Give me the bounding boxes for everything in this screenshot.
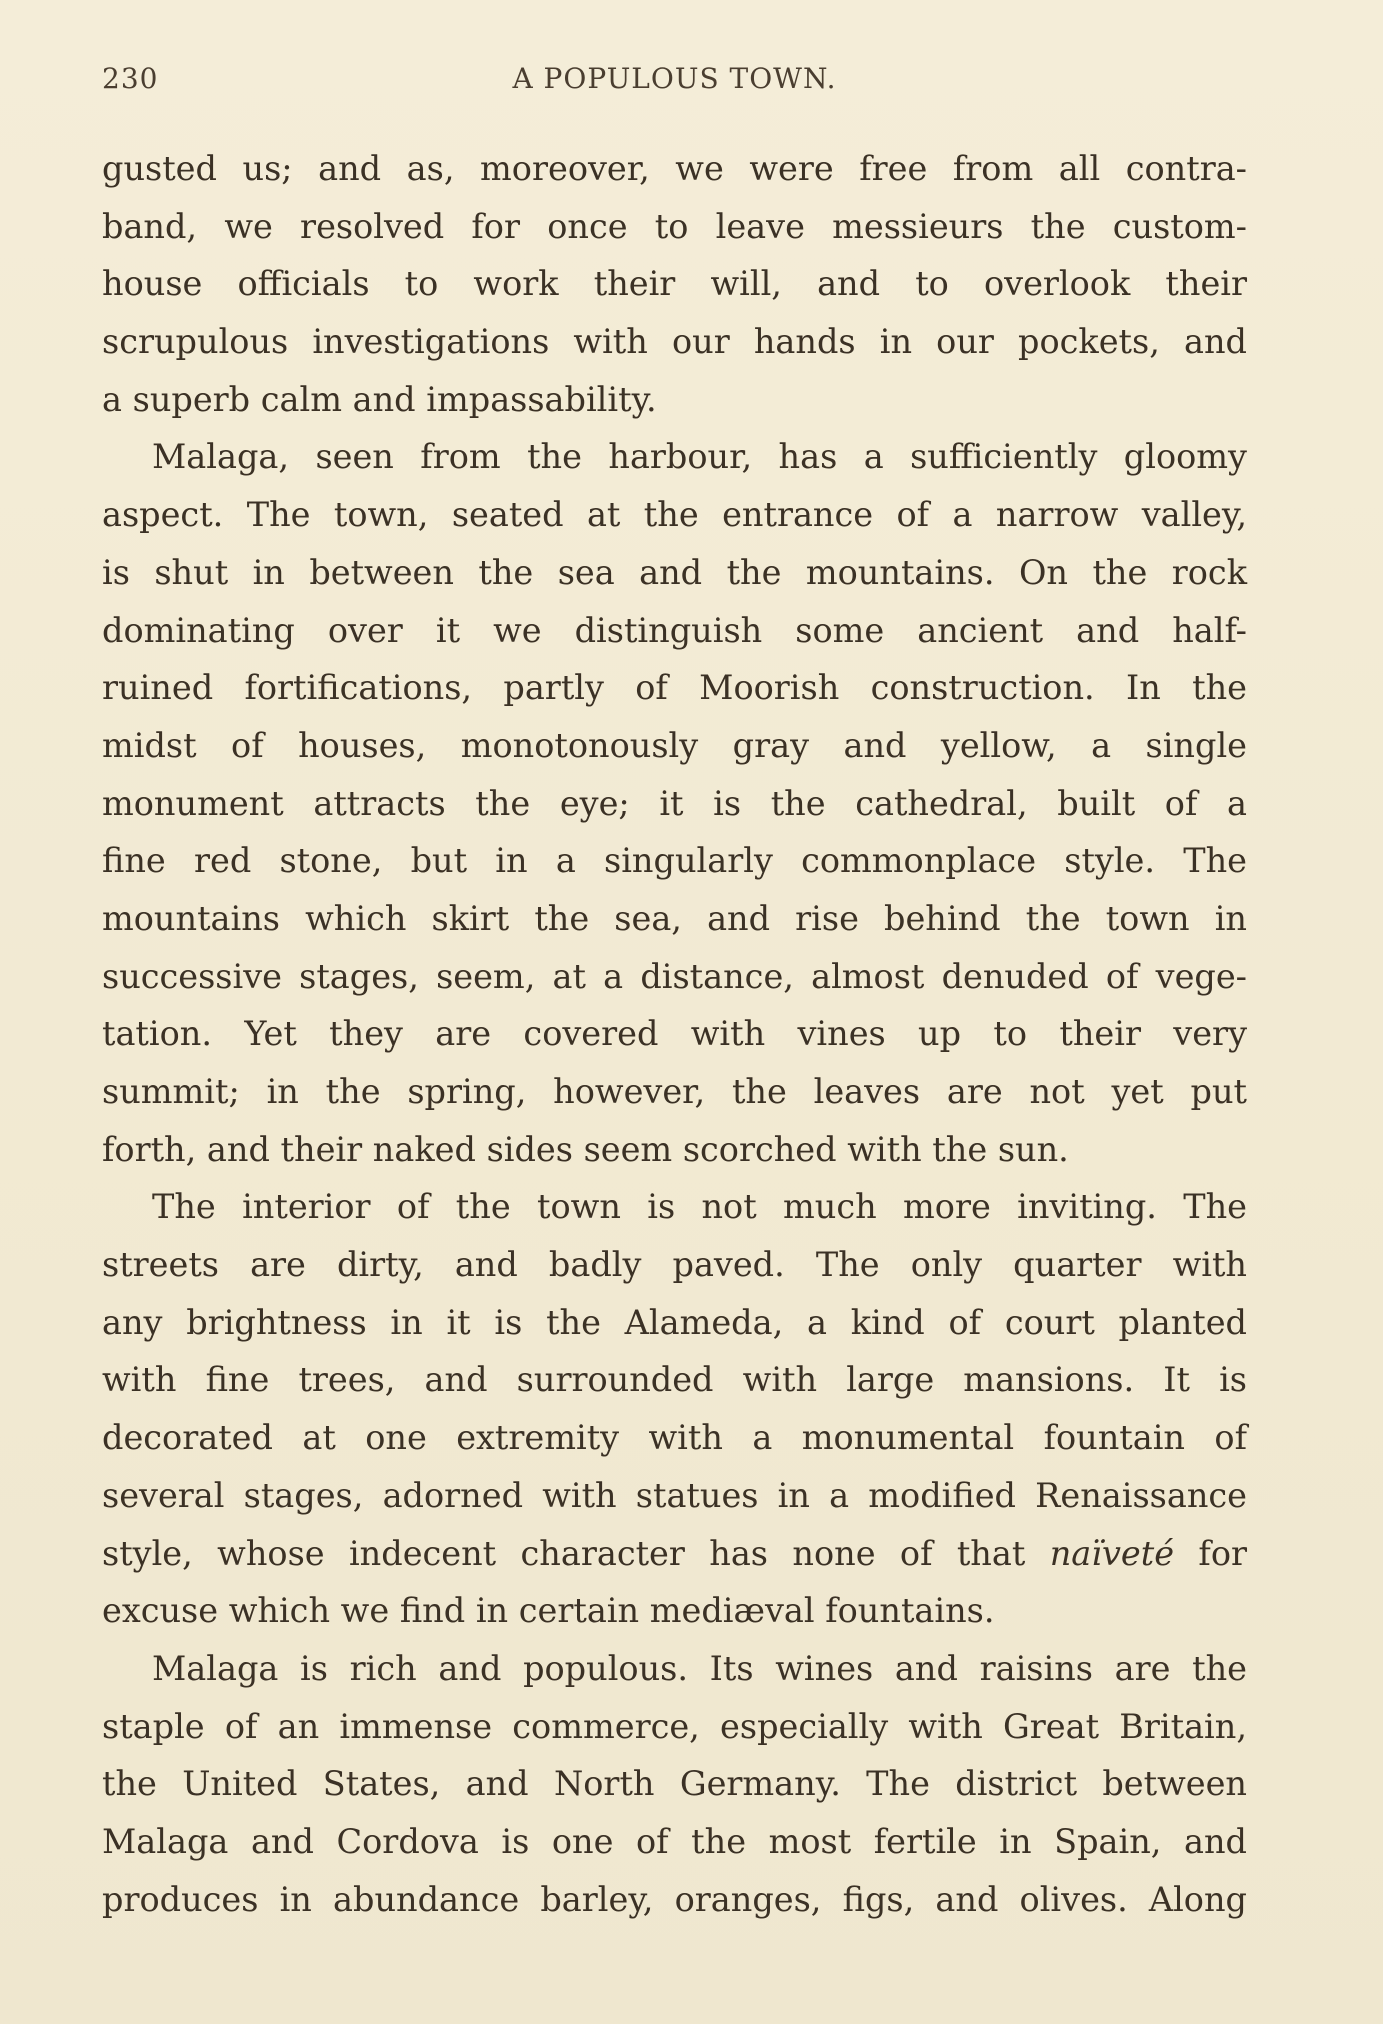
text-line: ruined fortifications, partly of Moorish construction. In the [102, 668, 1247, 708]
text-segment: style, whose indecent character has none of that [102, 1533, 1026, 1573]
text-line: summit; in the spring, however, the leaves are not yet put [102, 1072, 1247, 1111]
paragraph-start-line: Malaga is rich and populous. Its wines and raisins are the [152, 1648, 1247, 1688]
paragraph-start-line: The interior of the town is not much more inviting. The [152, 1187, 1247, 1227]
text-line: forth, and their naked sides seem scorched with the sun. [102, 1129, 1069, 1169]
text-line: mountains which skirt the sea, and rise behind the town in [102, 898, 1247, 938]
text-line-with-italic [102, 1525, 1247, 1583]
text-line: staple of an immense commerce, especially with Great Britain, [102, 1706, 1247, 1746]
text-line: the United States, and North Germany. The district between [102, 1764, 1247, 1804]
text-line: dominating over it we distinguish some ancient and half- [102, 610, 1247, 650]
text-line: midst of houses, monotonously gray and yellow, a single [102, 725, 1247, 765]
running-title: A POPULOUS TOWN. [512, 62, 837, 95]
text-line: a superb calm and impassability. [102, 379, 657, 419]
text-line: any brightness in it is the Alameda, a kind of court planted [102, 1302, 1247, 1342]
text-line: house officials to work their will, and to overlook their [102, 264, 1247, 304]
page-header [102, 62, 1247, 102]
page-number: 230 [102, 62, 159, 95]
text-line: with fine trees, and surrounded with large mansions. It is [102, 1360, 1247, 1400]
text-line: Malaga and Cordova is one of the most fertile in Spain, and [102, 1821, 1247, 1861]
text-line: several stages, adorned with statues in a modified Renaissance [102, 1475, 1247, 1515]
text-line: is shut in between the sea and the mountains. On the rock [102, 552, 1247, 592]
text-line: fine red stone, but in a singularly commonplace style. The [102, 841, 1247, 881]
text-line: successive stages, seem, at a distance, almost denuded of vege- [102, 956, 1247, 996]
text-line: gusted us; and as, moreover, we were free from all contra- [102, 149, 1247, 188]
text-line: decorated at one extremity with a monumental fountain of [102, 1418, 1247, 1458]
text-segment: for [1198, 1533, 1248, 1573]
text-line: produces in abundance barley, oranges, figs, and olives. Along [102, 1879, 1247, 1919]
text-line: streets are dirty, and badly paved. The only quarter with [102, 1245, 1247, 1285]
body-text [102, 140, 1247, 1928]
paragraph-start-line: Malaga, seen from the harbour, has a sufficiently gloomy [152, 437, 1247, 477]
text-line: band, we resolved for once to leave messieurs the custom- [102, 206, 1247, 246]
italic-word: naïveté [1049, 1533, 1175, 1573]
text-line: excuse which we find in certain mediæval fountains. [102, 1591, 995, 1631]
text-line: tation. Yet they are covered with vines up to their very [102, 1014, 1247, 1054]
text-line: scrupulous investigations with our hands in our pockets, and [102, 322, 1247, 362]
text-line: aspect. The town, seated at the entrance of a narrow valley, [102, 495, 1247, 535]
text-line: monument attracts the eye; it is the cathedral, built of a [102, 783, 1247, 823]
